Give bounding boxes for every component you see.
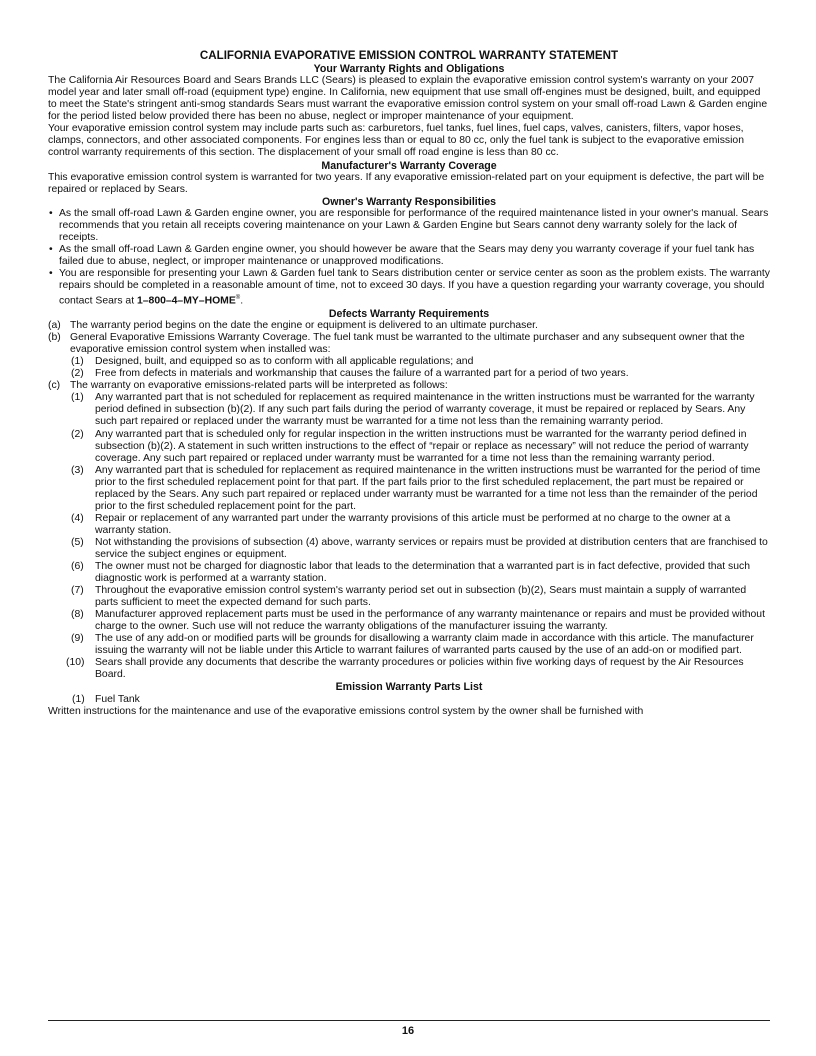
- coverage-heading: Manufacturer's Warranty Coverage: [321, 159, 497, 172]
- page-number: 16: [401, 1025, 415, 1037]
- item-marker: (10): [66, 657, 85, 669]
- item-marker: (c): [48, 380, 61, 392]
- sears-phone-number: 1–800–4–MY–HOME: [136, 295, 236, 307]
- owner-bullet-3-text: You are responsible for presenting your Lawn & Garden fuel tank to Sears distribution center or service center as soon as the problem exists. The warranty repairs should be completed in a reasonable amount of time, not to exceed 30 days. If you have a question regarding your warranty coverage, you should contact Sears at: [59, 268, 770, 307]
- owner-bullet-list: [48, 208, 770, 308]
- item-marker: (3): [71, 464, 84, 476]
- defects-b-item-1-text: Designed, built, and equipped so as to conform with all applicable regulations; and: [95, 356, 474, 368]
- item-marker: (1): [71, 392, 84, 404]
- defects-c-sublist: [66, 392, 770, 681]
- defects-c-item-text: The owner must not be charged for diagnostic labor that leads to the determination that a warranted part is in fact defective, provided that such diagnostic work is performed at a warranty station.: [95, 561, 750, 585]
- item-marker: (4): [71, 512, 84, 524]
- defects-c-item-text: Sears shall provide any documents that describe the warranty procedures or policies within five working days of request by the Air Resources Board.: [95, 657, 744, 681]
- bullet-icon: •: [49, 268, 53, 280]
- owner-bullet-1-text: As the small off-road Lawn & Garden engine owner, you are responsible for performance of the required maintenance listed in your owner's manual. Sears recommends that you retain all receipts covering maintenance on your Lawn & Garden Engine but Sears cannot deny warranty solely for the lack of receipts.: [59, 208, 769, 244]
- owner-bullet-3-end: .: [240, 295, 244, 307]
- owner-bullet-2: [48, 244, 770, 268]
- item-marker: (b): [48, 332, 61, 344]
- defects-c-item-text: Any warranted part that is scheduled for replacement as required maintenance in the written instructions must be warranted for the period of time prior to the first scheduled replacement point for that part. If the part fails prior to the first scheduled replacement, the part must be repaired or replaced by the Sears. Any such part repaired or replaced under warranty must be warranted for a time not less than the remainder of the period prior to the first scheduled replacement point for the part.: [95, 464, 761, 512]
- item-marker: (6): [71, 561, 84, 573]
- defects-c-item-text: Not withstanding the provisions of subsection (4) above, warranty services or repairs must be provided at distribution centers that are franchised to service the subject engines or equipment.: [95, 536, 768, 560]
- item-marker: (9): [71, 633, 84, 645]
- defects-c-item-10: [66, 657, 770, 681]
- document-title: CALIFORNIA EVAPORATIVE EMISSION CONTROL WARRANTY STATEMENT: [199, 49, 619, 62]
- parts-heading: Emission Warranty Parts List: [335, 681, 483, 694]
- defects-b-sublist: [70, 356, 770, 380]
- rights-paragraph-1: The California Air Resources Board and Sears Brands LLC (Sears) is pleased to explain the evaporative emission control system's warranty on your 2007 model year and later small off-road (equipment type) engine. In California, new equipment that use small off-engines must be designed, built, and equipped to meet the State's stringent anti-smog standards Sears must warrant the evaporative emission control system on your small off-road Lawn & Garden engine for the period listed below provided there has been no abuse, neglect or improper maintenance of your equipment.: [48, 75, 768, 123]
- rights-heading: Your Warranty Rights and Obligations: [313, 63, 505, 75]
- defects-c-item-5: [70, 537, 770, 561]
- owner-heading: Owner's Warranty Responsibilities: [321, 195, 497, 208]
- defects-b-item-2-text: Free from defects in materials and workmanship that causes the failure of a warranted part for a period of two years.: [95, 368, 629, 380]
- defects-c-item-3: [70, 465, 770, 513]
- defects-list: [48, 320, 770, 681]
- rights-paragraph-2: Your evaporative emission control system may include parts such as: carburetors, fuel tanks, fuel lines, fuel caps, valves, canisters, filters, vapor hoses, clamps, connectors, and other associated components. For engines less than or equal to 80 cc, only the fuel tank is subject to the evaporative emission control warranty requirements of this section. The displacement of your small off road engine is less than 80 cc.: [48, 123, 744, 159]
- parts-item-1: [48, 694, 770, 706]
- defects-item-a-text: The warranty period begins on the date the engine or equipment is delivered to an ultimate purchaser.: [70, 320, 538, 332]
- defects-c-item-text: Any warranted part that is scheduled only for regular inspection in the written instructions must be warranted for the warranty period defined in subsection (b)(2). A statement in such written instructions to the effect of “repair or replace as necessary” will not reduce the period of warranty coverage. Any such part repaired or replaced under warranty must be warranted for a time not less than the remaining warranty period.: [95, 428, 749, 464]
- footer-divider: [48, 1020, 770, 1021]
- bullet-icon: •: [49, 208, 53, 220]
- coverage-paragraph: This evaporative emission control system is warranted for two years. If any evaporative emission-related part on your equipment is defective, the part will be repaired or replaced by Sears.: [48, 171, 765, 195]
- defects-c-item-text: The use of any add-on or modified parts will be grounds for disallowing a warranty claim made in accordance with this article. The manufacturer issuing the warranty will not be liable under this Article to warrant failures of warranted parts caused by the use of an add-on or modified part.: [95, 633, 754, 657]
- defects-b-item-1: [70, 356, 770, 368]
- defects-c-item-6: [70, 561, 770, 585]
- defects-c-item-1: [70, 392, 770, 428]
- defects-c-item-2: [70, 429, 770, 465]
- defects-item-c-text: The warranty on evaporative emissions-related parts will be interpreted as follows:: [70, 380, 448, 392]
- defects-item-b-text: General Evaporative Emissions Warranty Coverage. The fuel tank must be warranted to the ultimate purchaser and any subsequent owner that the evaporative emission control system when installed was:: [70, 332, 745, 356]
- owner-bullet-3: [48, 268, 770, 308]
- item-marker: (5): [71, 536, 84, 548]
- defects-item-a: [48, 320, 770, 332]
- defects-c-item-text: Repair or replacement of any warranted part under the warranty provisions of this article must be performed at no charge to the owner at a warranty station.: [95, 512, 731, 536]
- item-marker: (1): [72, 693, 85, 705]
- defects-c-item-8: [70, 609, 770, 633]
- defects-c-item-4: [70, 513, 770, 537]
- parts-item-1-text: Fuel Tank: [95, 693, 140, 705]
- defects-c-item-text: Any warranted part that is not scheduled for replacement as required maintenance in the written instructions must be warranted for the warranty period defined in subsection (b)(2). If any such part fails during the period of warranty coverage, it must be repaired or replaced by Sears. Any such part repaired or replaced under the warranty must be warranted for a time not less than the remaining warranty period.: [95, 392, 755, 428]
- item-marker: (a): [48, 320, 61, 332]
- bullet-icon: •: [49, 244, 53, 256]
- warranty-statement: [48, 49, 770, 718]
- defects-item-c: [48, 380, 770, 681]
- registered-mark: ®: [235, 295, 241, 302]
- owner-bullet-2-text: As the small off-road Lawn & Garden engine owner, you should however be aware that the Sears may deny you warranty coverage if your fuel tank has failed due to abuse, neglect, or improper maintenance or unapproved modifications.: [59, 244, 755, 268]
- defects-c-item-9: [70, 633, 770, 657]
- owner-bullet-1: [48, 208, 770, 244]
- item-marker: (8): [71, 609, 84, 621]
- defects-c-item-text: Manufacturer approved replacement parts must be used in the performance of any warranty maintenance or repairs and must be provided without charge to the owner. Such use will not reduce the warranty obligations of the manufacturer issuing the warranty.: [95, 609, 765, 633]
- defects-c-item-text: Throughout the evaporative emission control system's warranty period set out in subsection (b)(2), Sears must maintain a supply of warranted parts sufficient to meet the expected demand for such parts.: [95, 585, 747, 609]
- item-marker: (7): [71, 585, 84, 597]
- parts-footer-text: Written instructions for the maintenance and use of the evaporative emissions control system by the owner shall be furnished with: [48, 705, 644, 717]
- defects-item-b: [48, 332, 770, 380]
- defects-c-item-7: [70, 585, 770, 609]
- defects-heading: Defects Warranty Requirements: [328, 307, 490, 320]
- item-marker: (2): [71, 368, 84, 380]
- item-marker: (2): [71, 428, 84, 440]
- item-marker: (1): [71, 356, 84, 368]
- defects-b-item-2: [70, 368, 770, 380]
